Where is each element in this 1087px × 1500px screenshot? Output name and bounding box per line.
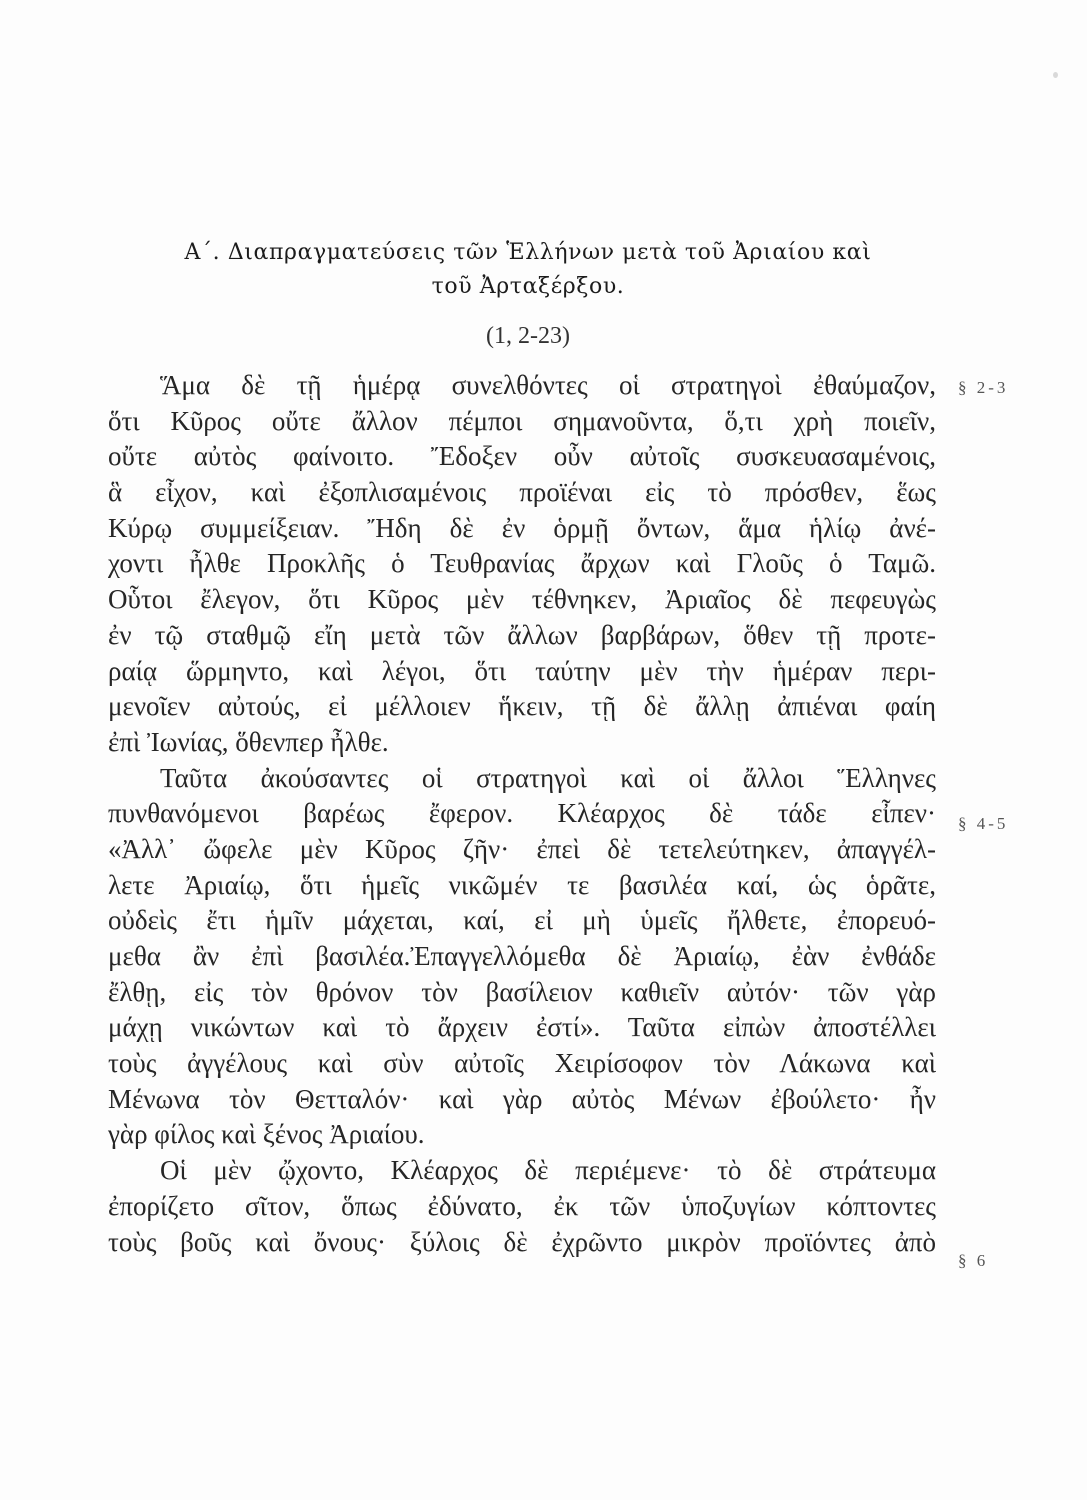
text-line: Μένωνα τὸν Θετταλόν· καὶ γὰρ αὐτὸς Μένων ἐβούλετο· ἦν [108,1083,936,1114]
chapter-title-line-1: Α΄. Διαπραγματεύσεις τῶν Ἑλλήνων μετὰ τοῦ Ἀριαίου καὶ [184,240,872,265]
text-line: ἃ εἶχον, καὶ ἐξοπλισαμένοις προϊέναι εἰς τὸ πρόσθεν, ἕως [108,477,936,508]
text-line: μενοῖεν αὐτούς, εἰ μέλλοιεν ἥκειν, τῇ δὲ ἄλλῃ ἀπιέναι φαίη [108,691,936,722]
margin-section-note: § 2-3 [958,378,1009,397]
text-line: «Ἀλλ᾽ ὤφελε μὲν Κῦρος ζῆν· ἐπεὶ δὲ τετελεύτηκεν, ἀπαγγέλ- [108,833,936,864]
text-line: οὔτε αὐτὸς φαίνοιτο. Ἔδοξεν οὖν αὐτοῖς συσκευασαμένοις, [108,441,936,472]
section-reference: (1, 2-23) [486,323,570,349]
margin-section-note: § 4-5 [958,814,1009,833]
text-line: λετε Ἀριαίῳ, ὅτι ἡμεῖς νικῶμέν τε βασιλέα καί, ὡς ὁρᾶτε, [108,869,936,900]
text-line: ἔλθῃ, εἰς τὸν θρόνον τὸν βασίλειον καθιεῖν αὐτόν· τῶν γὰρ [108,976,936,1007]
text-line: πυνθανόμενοι βαρέως ἔφερον. Κλέαρχος δὲ τάδε εἶπεν· [108,798,936,829]
text-line: χοντι ἦλθε Προκλῆς ὁ Τευθρανίας ἄρχων καὶ Γλοῦς ὁ Ταμῶ. [108,548,936,579]
text-line: Κύρῳ συμμείξειαν. Ἤδη δὲ ἐν ὁρμῇ ὄντων, ἅμα ἡλίῳ ἀνέ- [108,512,936,543]
text-line: Ταῦτα ἀκούσαντες οἱ στρατηγοὶ καὶ οἱ ἄλλοι Ἕλληνες [160,762,936,793]
text-line: ραίᾳ ὥρμηντο, καὶ λέγοι, ὅτι ταύτην μὲν τὴν ἡμέραν περι- [108,655,936,686]
text-line: ἐπορίζετο σῖτον, ὅπως ἐδύνατο, ἐκ τῶν ὑποζυγίων κόπτοντες [108,1190,936,1221]
text-line: τοὺς βοῦς καὶ ὄνους· ξύλοις δὲ ἐχρῶντο μικρὸν προϊόντες ἀπὸ [108,1226,936,1257]
text-line: οὐδεὶς ἔτι ἡμῖν μάχεται, καί, εἰ μὴ ὑμεῖς ἤλθετε, ἐπορευό- [108,905,936,936]
text-line: ἐπὶ Ἰωνίας, ὅθενπερ ἦλθε. [108,726,389,757]
text-line: γὰρ φίλος καὶ ξένος Ἀριαίου. [108,1119,425,1150]
text-line: ἐν τῷ σταθμῷ εἴη μετὰ τῶν ἄλλων βαρβάρων, ὅθεν τῇ προτε- [108,619,936,650]
chapter-title-line-2: τοῦ Ἀρταξέρξου. [431,274,625,299]
text-line: Οἱ μὲν ᾤχοντο, Κλέαρχος δὲ περιέμενε· τὸ δὲ στράτευμα [160,1155,936,1186]
margin-section-note: § 6 [958,1251,989,1270]
text-body [108,368,936,1260]
text-line: Ἅμα δὲ τῇ ἡμέρᾳ συνελθόντες οἱ στρατηγοὶ ἐθαύμαζον, [160,370,936,400]
paper-speck [1053,72,1058,78]
text-line: μεθα ἂν ἐπὶ βασιλέα.Ἐπαγγελλόμεθα δὲ Ἀριαίῳ, ἐὰν ἐνθάδε [108,941,936,971]
text-line: ὅτι Κῦρος οὔτε ἄλλον πέμποι σημανοῦντα, ὅ,τι χρὴ ποιεῖν, [108,405,936,436]
chapter-heading [108,236,948,304]
text-line: μάχῃ νικώντων καὶ τὸ ἄρχειν ἐστί». Ταῦτα εἰπὼν ἀποστέλλει [108,1012,936,1043]
text-line: Οὗτοι ἔλεγον, ὅτι Κῦρος μὲν τέθνηκεν, Ἀριαῖος δὲ πεφευγὼς [108,584,936,615]
text-line: τοὺς ἀγγέλους καὶ σὺν αὐτοῖς Χειρίσοφον τὸν Λάκωνα καὶ [108,1048,936,1079]
